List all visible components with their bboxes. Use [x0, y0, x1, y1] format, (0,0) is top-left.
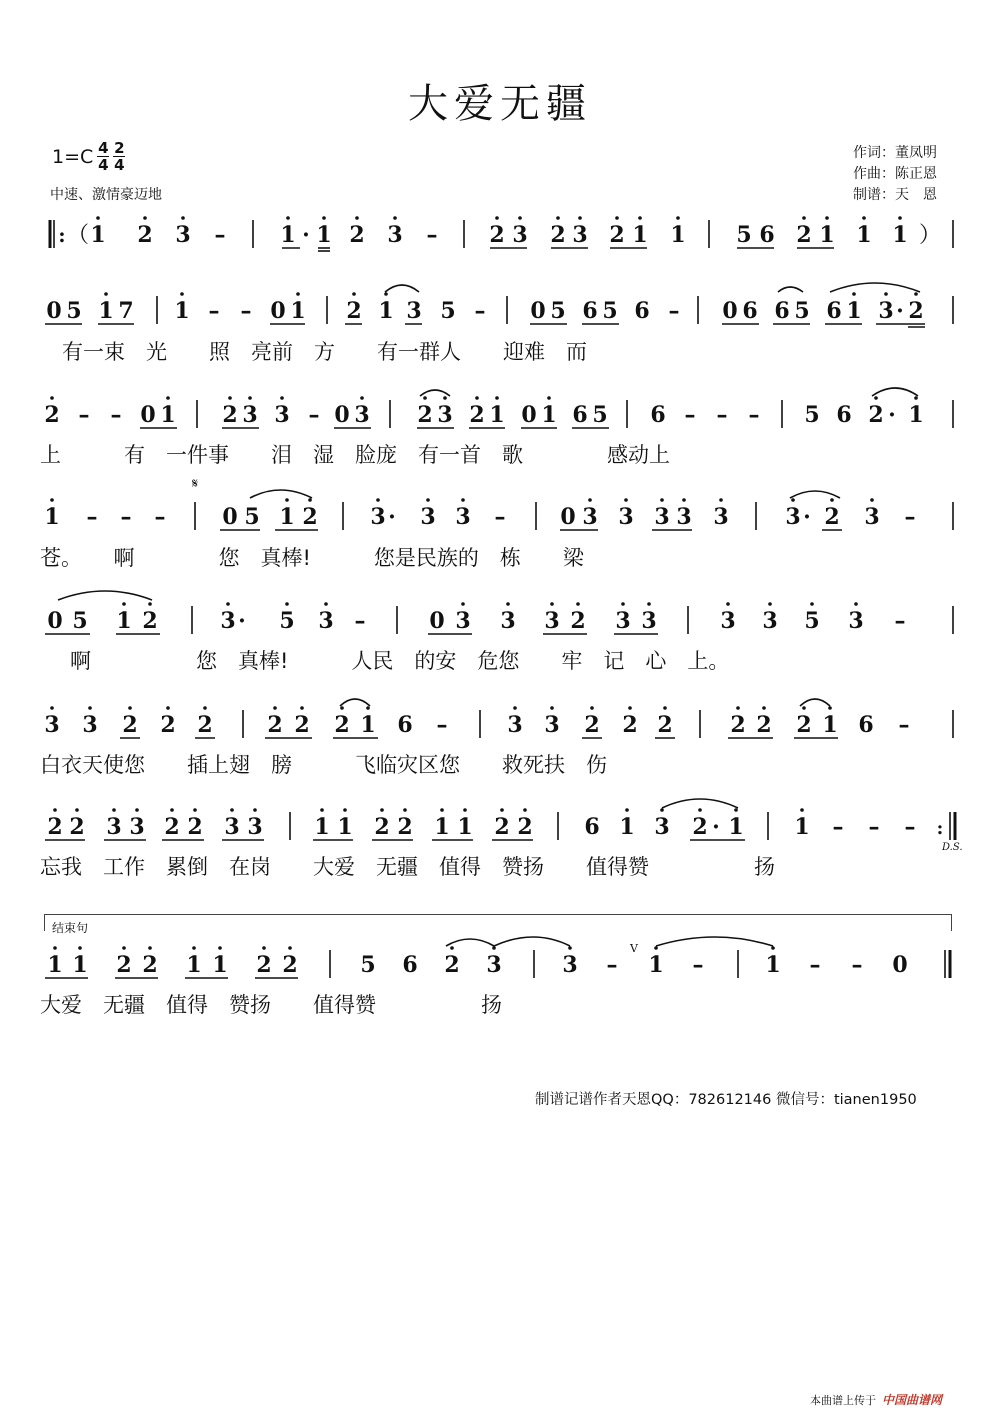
- svg-text:2: 2: [69, 814, 85, 840]
- svg-text:6: 6: [397, 712, 413, 738]
- svg-text:2: 2: [164, 814, 180, 840]
- svg-text:3: 3: [720, 608, 736, 634]
- svg-text:2: 2: [796, 222, 812, 248]
- svg-text:1: 1: [541, 402, 557, 428]
- svg-text:–: –: [494, 504, 506, 530]
- svg-text:2: 2: [267, 712, 283, 738]
- svg-text:1: 1: [314, 814, 330, 840]
- svg-text:·: ·: [888, 402, 896, 428]
- svg-text:1: 1: [279, 504, 295, 530]
- svg-text:3: 3: [572, 222, 588, 248]
- svg-text:2: 2: [444, 952, 460, 978]
- svg-text:2: 2: [692, 814, 708, 840]
- svg-text:5: 5: [72, 608, 88, 634]
- svg-text:1: 1: [457, 814, 473, 840]
- svg-text:3: 3: [713, 504, 729, 530]
- time-signature-2-4: $\frac{2}{4}$: [114, 139, 125, 174]
- watermark-text: 本曲谱上传于: [810, 1393, 876, 1407]
- svg-text:5: 5: [550, 298, 566, 324]
- svg-text:–: –: [898, 712, 910, 738]
- svg-text:2: 2: [494, 814, 510, 840]
- notation-line-2: [0, 290, 1000, 330]
- svg-text:2: 2: [550, 222, 566, 248]
- svg-text:·: ·: [896, 298, 904, 324]
- ending-label: 结束句: [52, 921, 89, 935]
- notation-line-1: [0, 214, 1000, 254]
- svg-text:3: 3: [129, 814, 145, 840]
- svg-text:3: 3: [274, 402, 290, 428]
- svg-text:3: 3: [220, 608, 236, 634]
- svg-text:3: 3: [455, 608, 471, 634]
- svg-text:（: （: [66, 223, 90, 248]
- svg-text:3: 3: [641, 608, 657, 634]
- svg-text:5: 5: [244, 504, 260, 530]
- svg-text:3: 3: [500, 608, 516, 634]
- svg-text:–: –: [904, 504, 916, 530]
- svg-text:2: 2: [187, 814, 203, 840]
- svg-text:–: –: [868, 814, 880, 840]
- svg-text:–: –: [86, 504, 98, 530]
- svg-text:2: 2: [349, 222, 365, 248]
- svg-text:1: 1: [47, 952, 63, 978]
- svg-text:·: ·: [388, 504, 396, 530]
- svg-text:2: 2: [282, 952, 298, 978]
- svg-text:1: 1: [212, 952, 228, 978]
- lyricist-credit: 作词：董凤明: [853, 145, 937, 161]
- key-signature: [52, 140, 125, 173]
- svg-text:1: 1: [72, 952, 88, 978]
- svg-text:5: 5: [602, 298, 618, 324]
- svg-text:5: 5: [360, 952, 376, 978]
- svg-text:1: 1: [44, 504, 60, 530]
- svg-text:3: 3: [387, 222, 403, 248]
- svg-text:1: 1: [822, 712, 838, 738]
- svg-text:–: –: [894, 608, 906, 634]
- svg-text:3: 3: [354, 402, 370, 428]
- svg-text:–: –: [354, 608, 366, 634]
- svg-text:0: 0: [334, 402, 350, 428]
- svg-text:–: –: [684, 402, 696, 428]
- svg-text:1: 1: [632, 222, 648, 248]
- svg-text:1: 1: [290, 298, 306, 324]
- svg-text:2: 2: [197, 712, 213, 738]
- svg-text:–: –: [851, 952, 863, 978]
- svg-text:2: 2: [44, 402, 60, 428]
- svg-text:2: 2: [374, 814, 390, 840]
- svg-text:3: 3: [82, 712, 98, 738]
- svg-text:3: 3: [318, 608, 334, 634]
- svg-text:3: 3: [175, 222, 191, 248]
- svg-text:6: 6: [826, 298, 842, 324]
- svg-text:1: 1: [765, 952, 781, 978]
- notation-line-7: [0, 806, 1000, 853]
- svg-text:1: 1: [819, 222, 835, 248]
- svg-text:1: 1: [360, 712, 376, 738]
- svg-text:–: –: [692, 952, 704, 978]
- svg-text:1: 1: [174, 298, 190, 324]
- svg-text:3: 3: [654, 504, 670, 530]
- svg-text:2: 2: [122, 712, 138, 738]
- svg-text:3: 3: [406, 298, 422, 324]
- svg-text:1: 1: [90, 222, 106, 248]
- svg-text:2: 2: [302, 504, 318, 530]
- ending-bracket: [44, 914, 952, 931]
- svg-text:1: 1: [892, 222, 908, 248]
- svg-text:6: 6: [572, 402, 588, 428]
- svg-text:1: 1: [316, 222, 332, 248]
- svg-text:·: ·: [302, 222, 310, 248]
- svg-text:3: 3: [486, 952, 502, 978]
- svg-text:–: –: [904, 814, 916, 840]
- svg-text:3: 3: [455, 504, 471, 530]
- svg-text:1: 1: [619, 814, 635, 840]
- svg-text:6: 6: [774, 298, 790, 324]
- svg-text:1: 1: [280, 222, 296, 248]
- svg-text:1: 1: [856, 222, 872, 248]
- svg-text:3: 3: [242, 402, 258, 428]
- svg-text:0: 0: [47, 608, 63, 634]
- svg-text:·: ·: [238, 608, 246, 634]
- svg-text:3: 3: [785, 504, 801, 530]
- watermark-site-logo: 中国曲谱网: [882, 1393, 943, 1407]
- svg-text:2: 2: [334, 712, 350, 738]
- svg-text:2: 2: [417, 402, 433, 428]
- svg-text:3: 3: [370, 504, 386, 530]
- notation-line-8: [0, 944, 1000, 984]
- svg-text:3: 3: [507, 712, 523, 738]
- svg-text:2: 2: [868, 402, 884, 428]
- key-label: 1=C: [52, 145, 94, 168]
- svg-text:1: 1: [160, 402, 176, 428]
- svg-text:1: 1: [337, 814, 353, 840]
- svg-text:1: 1: [794, 814, 810, 840]
- watermark: [810, 1391, 942, 1408]
- svg-text:0: 0: [892, 952, 908, 978]
- svg-text:–: –: [716, 402, 728, 428]
- svg-text:1: 1: [648, 952, 664, 978]
- notation-line-5: [0, 600, 1000, 640]
- svg-text::: :: [58, 223, 66, 247]
- svg-text:3: 3: [544, 712, 560, 738]
- svg-text:–: –: [208, 298, 220, 324]
- svg-text:5: 5: [279, 608, 295, 634]
- svg-text:）: ）: [918, 223, 942, 248]
- svg-text:3: 3: [224, 814, 240, 840]
- svg-text:1: 1: [98, 298, 114, 324]
- svg-text:2: 2: [609, 222, 625, 248]
- notation-credit: 制谱：天 恩: [853, 187, 937, 203]
- credits: [853, 143, 937, 206]
- svg-text:V: V: [630, 942, 638, 955]
- svg-text:3: 3: [676, 504, 692, 530]
- svg-text:6: 6: [584, 814, 600, 840]
- svg-text:1: 1: [846, 298, 862, 324]
- svg-text:–: –: [426, 222, 438, 248]
- svg-text:7: 7: [118, 298, 134, 324]
- svg-text:𝄋: 𝄋: [191, 476, 199, 492]
- svg-text:–: –: [668, 298, 680, 324]
- svg-text:2: 2: [908, 298, 924, 324]
- svg-text:6: 6: [836, 402, 852, 428]
- svg-text:–: –: [214, 222, 226, 248]
- svg-text:5: 5: [66, 298, 82, 324]
- svg-text:2: 2: [584, 712, 600, 738]
- svg-text:2: 2: [517, 814, 533, 840]
- svg-text:3: 3: [864, 504, 880, 530]
- svg-text:2: 2: [489, 222, 505, 248]
- svg-text:·: ·: [803, 504, 811, 530]
- svg-text:2: 2: [142, 608, 158, 634]
- svg-text:5: 5: [804, 608, 820, 634]
- svg-text::: :: [936, 818, 944, 839]
- svg-text:–: –: [436, 712, 448, 738]
- svg-text:2: 2: [796, 712, 812, 738]
- svg-text:0: 0: [46, 298, 62, 324]
- svg-text:1: 1: [489, 402, 505, 428]
- svg-text:0: 0: [140, 402, 156, 428]
- svg-text:3: 3: [762, 608, 778, 634]
- svg-text:0: 0: [429, 608, 445, 634]
- song-title: 大爱无疆: [408, 81, 592, 127]
- svg-text:2: 2: [256, 952, 272, 978]
- svg-text:1: 1: [378, 298, 394, 324]
- svg-text:–: –: [748, 402, 760, 428]
- svg-text:2: 2: [294, 712, 310, 738]
- svg-text:1: 1: [434, 814, 450, 840]
- svg-text:6: 6: [742, 298, 758, 324]
- ds-marker: D.S.: [942, 842, 963, 853]
- svg-text:5: 5: [592, 402, 608, 428]
- time-signature-4-4: $\frac{4}{4}$: [98, 139, 109, 174]
- notation-author-contact: 制谱记谱作者天恩QQ：782612146 微信号：tianen1950: [535, 1092, 917, 1108]
- svg-text:0: 0: [530, 298, 546, 324]
- svg-text:3: 3: [615, 608, 631, 634]
- svg-text:6: 6: [759, 222, 775, 248]
- svg-text:1: 1: [670, 222, 686, 248]
- svg-text:0: 0: [560, 504, 576, 530]
- svg-text:–: –: [78, 402, 90, 428]
- svg-text:5: 5: [736, 222, 752, 248]
- notation-line-4: [0, 476, 1000, 536]
- notation-line-3: [0, 394, 1000, 434]
- svg-text:2: 2: [142, 952, 158, 978]
- svg-text:0: 0: [521, 402, 537, 428]
- svg-text:2: 2: [756, 712, 772, 738]
- svg-text:–: –: [240, 298, 252, 324]
- svg-text:5: 5: [440, 298, 456, 324]
- svg-text:1: 1: [728, 814, 744, 840]
- svg-text:2: 2: [824, 504, 840, 530]
- svg-text:5: 5: [804, 402, 820, 428]
- svg-text:3: 3: [44, 712, 60, 738]
- svg-text:6: 6: [650, 402, 666, 428]
- svg-text:0: 0: [722, 298, 738, 324]
- svg-text:1: 1: [116, 608, 132, 634]
- composer-credit: 作曲：陈正恩: [853, 166, 937, 182]
- svg-text:2: 2: [730, 712, 746, 738]
- tempo-marking: 中速、激情豪迈地: [50, 187, 162, 203]
- svg-text:·: ·: [712, 814, 720, 840]
- svg-text:6: 6: [858, 712, 874, 738]
- notation-line-6: [0, 704, 1000, 744]
- svg-text:5: 5: [794, 298, 810, 324]
- svg-text:3: 3: [618, 504, 634, 530]
- svg-text:2: 2: [657, 712, 673, 738]
- svg-text:3: 3: [437, 402, 453, 428]
- svg-text:1: 1: [908, 402, 924, 428]
- svg-text:2: 2: [47, 814, 63, 840]
- svg-text:2: 2: [570, 608, 586, 634]
- svg-text:0: 0: [270, 298, 286, 324]
- svg-text:3: 3: [562, 952, 578, 978]
- svg-text:–: –: [308, 402, 320, 428]
- svg-text:3: 3: [654, 814, 670, 840]
- svg-text:–: –: [474, 298, 486, 324]
- svg-text:3: 3: [420, 504, 436, 530]
- svg-text:2: 2: [137, 222, 153, 248]
- svg-text:3: 3: [247, 814, 263, 840]
- svg-text:3: 3: [106, 814, 122, 840]
- svg-text:3: 3: [582, 504, 598, 530]
- svg-text:0: 0: [222, 504, 238, 530]
- svg-text:2: 2: [160, 712, 176, 738]
- svg-text:3: 3: [878, 298, 894, 324]
- svg-text:–: –: [110, 402, 122, 428]
- svg-text:–: –: [154, 504, 166, 530]
- svg-text:3: 3: [848, 608, 864, 634]
- svg-text:3: 3: [544, 608, 560, 634]
- svg-text:6: 6: [582, 298, 598, 324]
- svg-text:–: –: [832, 814, 844, 840]
- svg-text:3: 3: [512, 222, 528, 248]
- svg-text:2: 2: [116, 952, 132, 978]
- svg-text:6: 6: [402, 952, 418, 978]
- svg-text:1: 1: [186, 952, 202, 978]
- svg-text:2: 2: [622, 712, 638, 738]
- svg-text:6: 6: [634, 298, 650, 324]
- svg-text:–: –: [120, 504, 132, 530]
- svg-text:2: 2: [397, 814, 413, 840]
- svg-text:–: –: [809, 952, 821, 978]
- svg-text:–: –: [606, 952, 618, 978]
- svg-text:2: 2: [469, 402, 485, 428]
- svg-text:2: 2: [346, 298, 362, 324]
- svg-text:2: 2: [222, 402, 238, 428]
